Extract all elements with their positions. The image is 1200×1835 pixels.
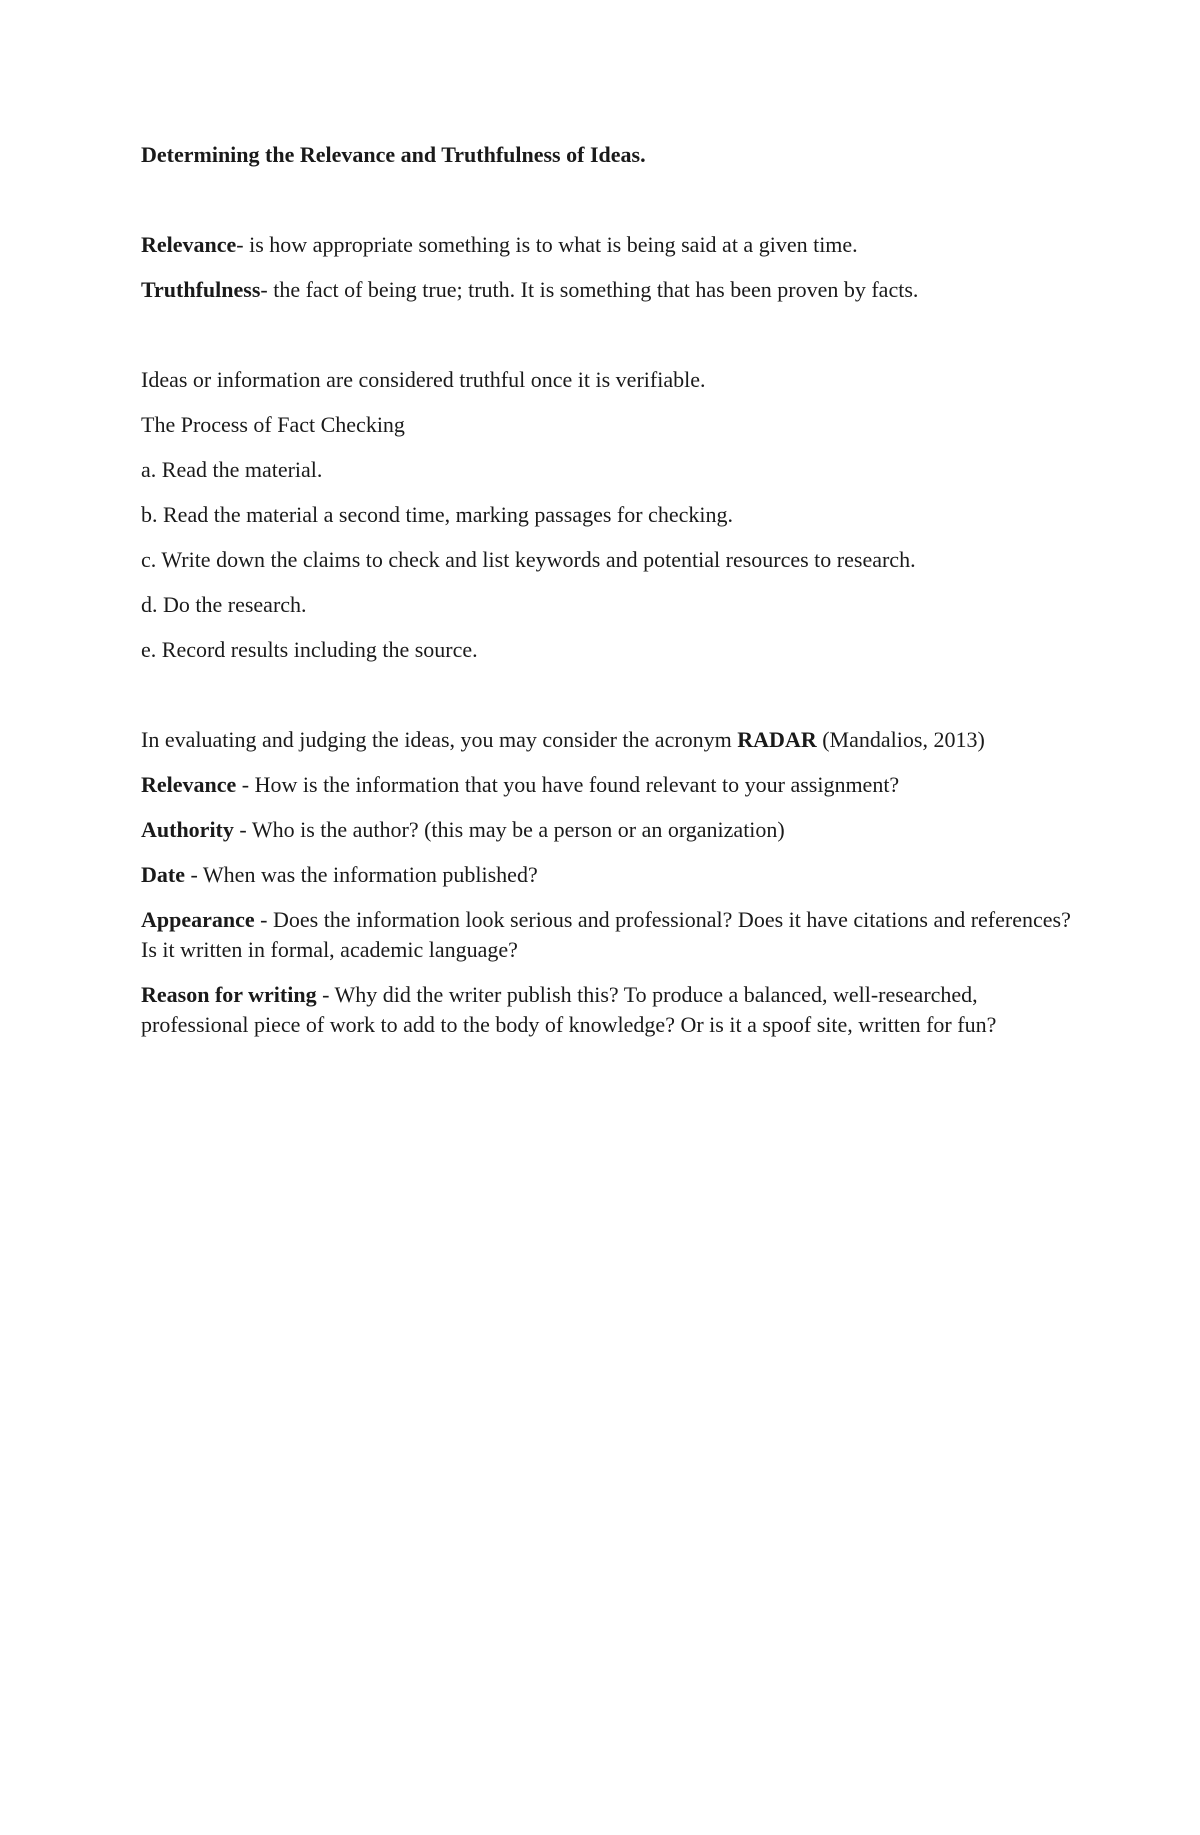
radar-text: - When was the information published? [184, 862, 538, 887]
radar-text: - Why did the writer publish this? To produce a balanced, well-researched, professional piece of work to add to the body of knowledge? Or is it a spoof site, written for fun? [141, 982, 997, 1037]
radar-term: Relevance [141, 772, 237, 797]
radar-intro [141, 725, 1081, 755]
radar-item-reason [141, 980, 1081, 1040]
radar-term: Date [141, 862, 185, 887]
radar-intro-after: (Mandalios, 2013) [816, 727, 985, 752]
radar-item-authority [141, 815, 1081, 845]
process-step: c. Write down the claims to check and list keywords and potential resources to research. [141, 547, 916, 572]
definition-relevance [141, 230, 1081, 260]
radar-text: - Who is the author? (this may be a person or an organization) [233, 817, 785, 842]
radar-text: - Does the information look serious and professional? Does it have citations and references? Is it written in formal, academic language? [141, 907, 1071, 962]
process-step: d. Do the research. [141, 592, 307, 617]
radar-term: Appearance [141, 907, 255, 932]
verifiable-statement: Ideas or information are considered truthful once it is verifiable. [141, 367, 706, 392]
document-page [141, 140, 1081, 1040]
process-step: a. Read the material. [141, 457, 323, 482]
radar-item-date [141, 860, 1081, 890]
radar-term: Reason for writing [141, 982, 317, 1007]
definition-term: Relevance [141, 232, 237, 257]
radar-term: Authority [141, 817, 234, 842]
definition-truthfulness [141, 275, 1081, 305]
process-step: e. Record results including the source. [141, 637, 478, 662]
process-step: b. Read the material a second time, marking passages for checking. [141, 502, 733, 527]
definition-term: Truthfulness [141, 277, 261, 302]
radar-item-relevance [141, 770, 1081, 800]
radar-text: - How is the information that you have found relevant to your assignment? [236, 772, 900, 797]
process-heading: The Process of Fact Checking [141, 412, 405, 437]
definition-text: - the fact of being true; truth. It is something that has been proven by facts. [260, 277, 919, 302]
document-title: Determining the Relevance and Truthfulness of Ideas. [141, 142, 646, 167]
radar-item-appearance [141, 905, 1081, 965]
radar-intro-before: In evaluating and judging the ideas, you may consider the acronym [141, 727, 738, 752]
definition-text: - is how appropriate something is to what is being said at a given time. [236, 232, 858, 257]
radar-acronym: RADAR [737, 727, 817, 752]
